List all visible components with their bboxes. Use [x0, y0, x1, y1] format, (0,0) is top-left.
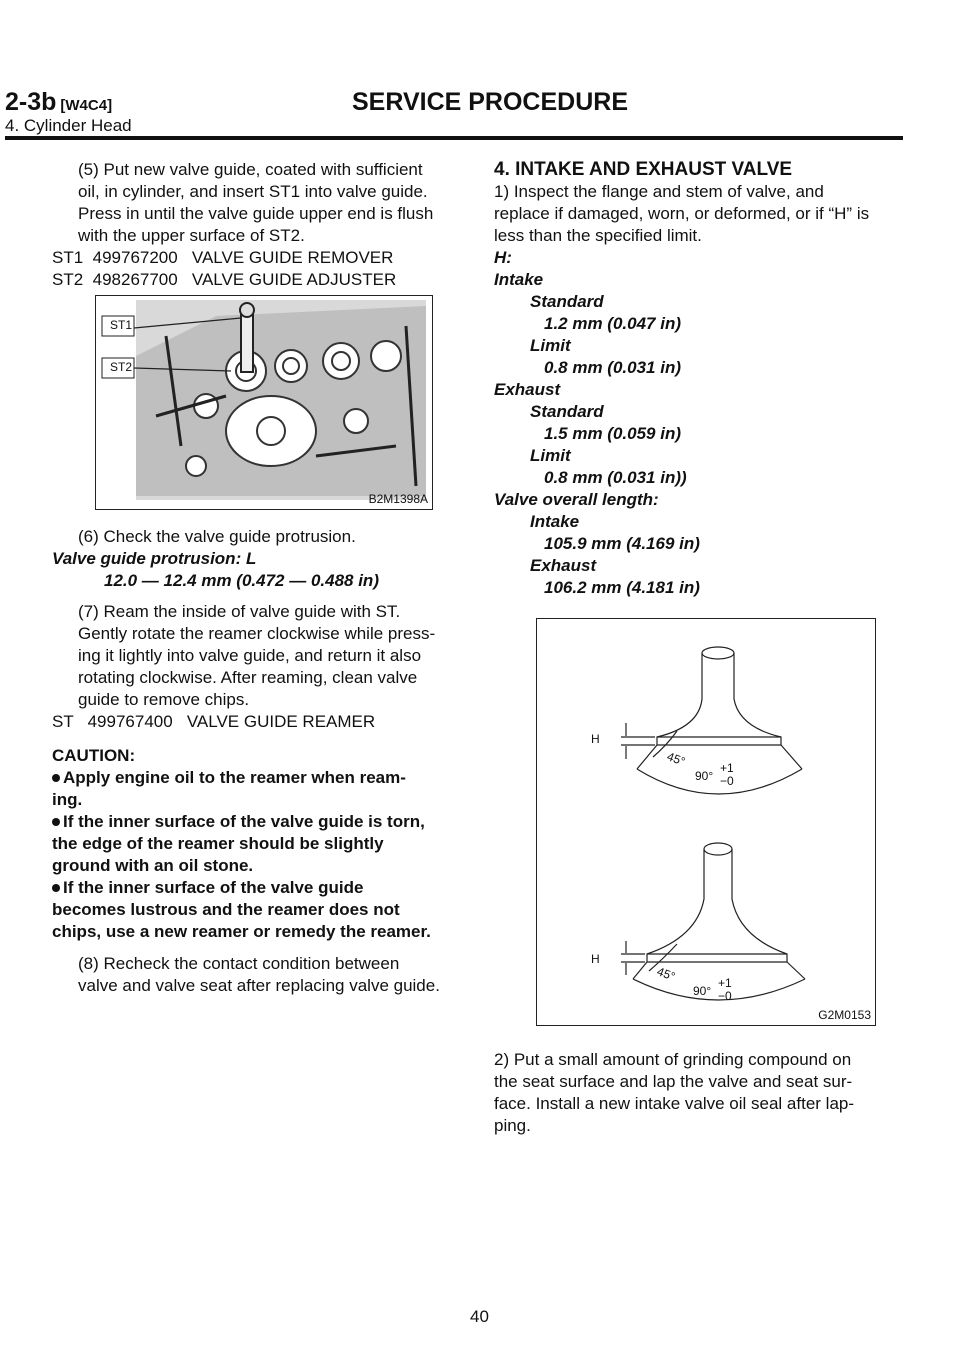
spec-overall-exhaust-value: 106.2 mm (4.181 in)	[544, 578, 700, 597]
label-90-intake: 90°	[695, 769, 714, 783]
bullet-icon	[52, 884, 60, 892]
text-line: the seat surface and lap the valve and seat sur-	[494, 1072, 853, 1091]
spec-exhaust: Exhaust	[494, 380, 561, 399]
text-line: face. Install a new intake valve oil seal after lap-	[494, 1094, 855, 1113]
tool-st2: ST2 498267700 VALVE GUIDE ADJUSTER	[52, 270, 397, 289]
text-line: (7) Ream the inside of valve guide with ST.	[78, 602, 401, 621]
spec-overall-length: Valve overall length:	[494, 490, 659, 509]
label-90-exhaust: 90°	[693, 984, 712, 998]
spec-overall-intake: Intake	[530, 512, 580, 531]
spec-exhaust-limit-value: 0.8 mm (0.031 in))	[544, 468, 687, 487]
spec-intake-standard: Standard	[530, 292, 604, 311]
text-line: replace if damaged, worn, or deformed, or if “H” is	[494, 204, 870, 223]
spec-exhaust-limit: Limit	[530, 446, 571, 465]
spec-intake-limit-value: 0.8 mm (0.031 in)	[544, 358, 682, 377]
text-line: guide to remove chips.	[78, 690, 250, 709]
text-line: rotating clockwise. After reaming, clean valve	[78, 668, 418, 687]
page-subtitle: 4. Cylinder Head	[5, 116, 132, 135]
bullet-icon	[52, 774, 60, 782]
text-line: ing.	[52, 790, 83, 809]
left-column	[52, 159, 462, 997]
label-h-exhaust: H	[591, 952, 600, 966]
figure-valve-guide-installation	[95, 295, 433, 510]
figure-code: B2M1398A	[368, 492, 428, 506]
spec-intake-limit: Limit	[530, 336, 571, 355]
figure-valve-dimensions	[536, 618, 876, 1026]
page-number: 40	[470, 1307, 489, 1326]
text-line: If the inner surface of the valve guide is torn,	[63, 812, 425, 831]
text-line: ground with an oil stone.	[52, 856, 254, 875]
bullet-icon	[52, 818, 60, 826]
text-line: less than the specified limit.	[494, 226, 702, 245]
text-line: ping.	[494, 1116, 531, 1135]
step-8	[52, 953, 462, 997]
text-line: (8) Recheck the contact condition between	[78, 954, 400, 973]
caution-item-3	[52, 877, 462, 899]
spec-overall-intake-value: 105.9 mm (4.169 in)	[544, 534, 700, 553]
caution-block	[52, 745, 462, 943]
page-title: SERVICE PROCEDURE	[352, 88, 628, 116]
figure-code: G2M0153	[818, 1008, 871, 1022]
text-line: Apply engine oil to the reamer when ream-	[63, 768, 406, 787]
header-rule	[5, 136, 903, 140]
text-line: (5) Put new valve guide, coated with sufficient	[78, 160, 423, 179]
label-tol-plus-exhaust: +1	[718, 976, 732, 990]
label-45-exhaust: 45°	[655, 964, 678, 984]
step-7	[52, 601, 462, 711]
spec-exhaust-standard-value: 1.5 mm (0.059 in)	[544, 424, 682, 443]
text-line: valve and valve seat after replacing valve guide.	[78, 976, 440, 995]
step-1	[494, 181, 904, 247]
caution-item-1	[52, 767, 462, 789]
text-line: becomes lustrous and the reamer does not	[52, 900, 400, 919]
label-tol-minus-intake: −0	[720, 774, 734, 788]
label-tol-plus-intake: +1	[720, 761, 734, 775]
label-45-intake: 45°	[665, 749, 688, 769]
spec-protrusion-value: 12.0 — 12.4 mm (0.472 — 0.488 in)	[104, 571, 379, 590]
tool-st1: ST1 499767200 VALVE GUIDE REMOVER	[52, 248, 394, 267]
label-st2: ST2	[110, 360, 133, 374]
label-st1: ST1	[110, 318, 133, 332]
text-line: oil, in cylinder, and insert ST1 into valve guide.	[78, 182, 428, 201]
spec-intake: Intake	[494, 270, 544, 289]
text-line: Gently rotate the reamer clockwise while press-	[78, 624, 436, 643]
label-h-intake: H	[591, 732, 600, 746]
step-2	[494, 1049, 904, 1137]
spec-h-label: H:	[494, 248, 512, 267]
cylinder-head-illustration	[96, 296, 432, 509]
text-line: 2) Put a small amount of grinding compound on	[494, 1050, 852, 1069]
tool-st: ST 499767400 VALVE GUIDE REAMER	[52, 712, 376, 731]
text-line: chips, use a new reamer or remedy the reamer.	[52, 922, 431, 941]
text-line: 1) Inspect the flange and stem of valve, and	[494, 182, 824, 201]
spec-overall-exhaust: Exhaust	[530, 556, 597, 575]
section-code: 2-3b [W4C4]	[5, 88, 113, 116]
step-6: (6) Check the valve guide protrusion.	[78, 527, 356, 546]
text-line: ing it lightly into valve guide, and return it also	[78, 646, 422, 665]
model-code: [W4C4]	[60, 97, 113, 114]
valve-diagram	[537, 619, 875, 1025]
spec-exhaust-standard: Standard	[530, 402, 604, 421]
label-tol-minus-exhaust: −0	[718, 989, 732, 1003]
step-5	[52, 159, 462, 247]
text-line: the edge of the reamer should be slightly	[52, 834, 384, 853]
spec-protrusion-label: Valve guide protrusion: L	[52, 549, 257, 568]
caution-item-2	[52, 811, 462, 833]
section-title: 4. INTAKE AND EXHAUST VALVE	[494, 159, 793, 180]
text-line: Press in until the valve guide upper end is flush	[78, 204, 434, 223]
text-line: If the inner surface of the valve guide	[63, 878, 364, 897]
caution-title: CAUTION:	[52, 746, 136, 765]
spec-intake-standard-value: 1.2 mm (0.047 in)	[544, 314, 682, 333]
text-line: with the upper surface of ST2.	[78, 226, 305, 245]
